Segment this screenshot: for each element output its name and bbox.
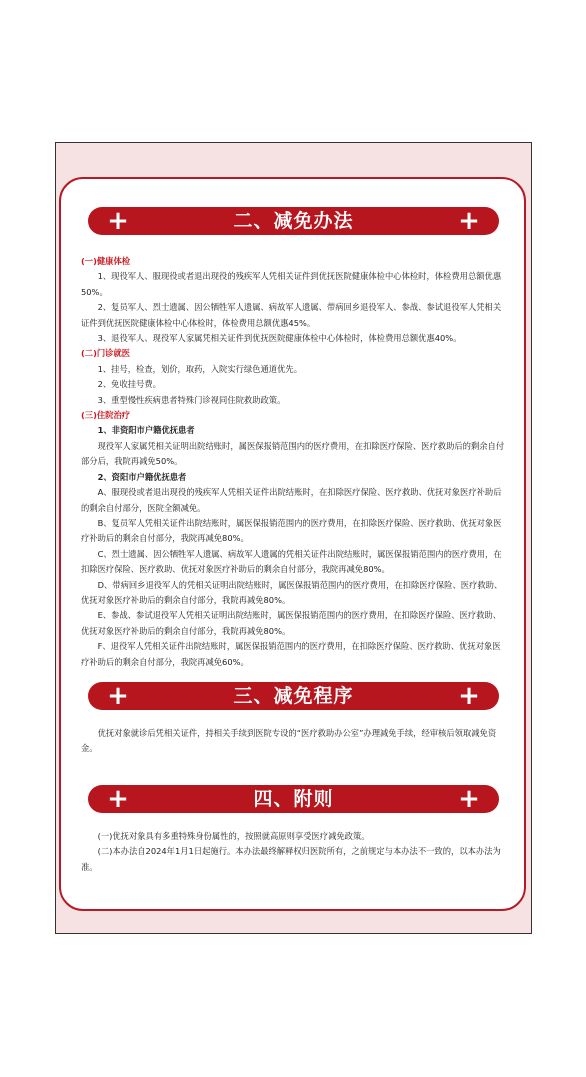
paragraph: A、服现役或者退出现役的残疾军人凭相关证件出院结账时，在扣除医疗保险、医疗救助、优抚对象医疗补助后的剩余自付部分，医院全额减免。 <box>81 487 502 513</box>
plus-icon: + <box>107 784 129 814</box>
section-banner-reduction-procedure <box>88 682 499 710</box>
paragraph: E、参战、参试退役军人凭相关证明出院结账时，属医保报销范围内的医疗费用，在扣除医疗保险、医疗救助、优抚对象医疗补助后的剩余自付部分，我院再减免80%。 <box>81 610 502 636</box>
paragraph: 1、现役军人、服现役或者退出现役的残疾军人凭相关证件到优抚医院健康体检中心体检时，体检费用总额优惠50%。 <box>81 271 502 297</box>
section-banner-reduction-methods <box>88 207 499 235</box>
plus-icon: + <box>458 206 480 236</box>
section-body-reduction-methods <box>81 254 508 670</box>
subsection-heading: (三)住院治疗 <box>81 410 131 421</box>
paragraph: (二)本办法自2024年1月1日起施行。本办法最终解释权归医院所有，之前规定与本办法不一致的，以本办法为准。 <box>81 846 501 872</box>
plus-icon: + <box>107 206 129 236</box>
subsection-heading: (一)健康体检 <box>81 256 131 266</box>
paragraph: 优抚对象就诊后凭相关证件，持相关手续到医院专设的“医疗救助办公室”办理减免手续，经审核后领取减免资金。 <box>81 728 497 754</box>
plus-icon: + <box>107 681 129 711</box>
paragraph: B、复员军人凭相关证件出院结账时，属医保报销范围内的医疗费用，在扣除医疗保险、医疗救助、优抚对象医疗补助后的剩余自付部分，我院再减免80%。 <box>81 517 502 544</box>
paragraph: 2、复员军人、烈士遗属、因公牺牲军人遗属、病故军人遗属、带病回乡退役军人、参战、参试退役军人凭相关证件到优抚医院健康体检中心体检时，体检费用总额优惠45%。 <box>81 302 502 328</box>
paragraph: 1、挂号，检查，划价，取药，入院实行绿色通道优先。 <box>97 363 302 374</box>
paragraph: 现役军人家属凭相关证明出院结账时，属医保报销范围内的医疗费用，在扣除医疗保险、医疗救助后的剩余自付部分后，我院再减免50%。 <box>81 440 505 467</box>
poster <box>55 142 532 934</box>
section-body-reduction-procedure <box>81 726 508 757</box>
paragraph: 2、免收挂号费。 <box>97 379 161 390</box>
paragraph: F、退役军人凭相关证件出院结账时，属医保报销范围内的医疗费用，在扣除医疗保险、医疗救助、优抚对象医疗补助后的剩余自付部分，我院再减免60%。 <box>81 641 501 667</box>
plus-icon: + <box>458 681 480 711</box>
paragraph: (一)优抚对象具有多重特殊身份属性的，按照就高原则享受医疗减免政策。 <box>97 831 370 841</box>
paragraph: 3、退役军人、现役军人家属凭相关证件到优抚医院健康体检中心体检时，体检费用总额优惠40%。 <box>97 333 462 344</box>
sub-heading: 2、资阳市户籍优抚患者 <box>97 471 187 482</box>
subsection-heading: (二)门诊就医 <box>81 348 131 359</box>
section-title: 二、减免办法 <box>233 210 354 232</box>
paragraph: 3、重型慢性疾病患者特殊门诊视同住院救助政策。 <box>97 394 286 405</box>
section-title: 四、附则 <box>253 788 334 810</box>
content-card <box>59 177 526 911</box>
section-banner-supplementary-provisions <box>88 785 499 813</box>
plus-icon: + <box>458 784 480 814</box>
section-body-supplementary-provisions <box>81 829 508 875</box>
section-title: 三、减免程序 <box>233 685 354 707</box>
paragraph: C、烈士遗属、因公牺牲军人遗属、病故军人遗属的凭相关证件出院结账时，属医保报销范围内的医疗费用，在扣除医疗保险、医疗救助、优抚对象医疗补助后的剩余自付部分，我院再减免80%。 <box>81 548 502 575</box>
paragraph: D、带病回乡退役军人的凭相关证明出院结账时，属医保报销范围内的医疗费用，在扣除医疗保险、医疗救助、优抚对象医疗补助后的剩余自付部分，我院再减免80%。 <box>81 579 503 605</box>
sub-heading: 1、非资阳市户籍优抚患者 <box>97 425 195 436</box>
